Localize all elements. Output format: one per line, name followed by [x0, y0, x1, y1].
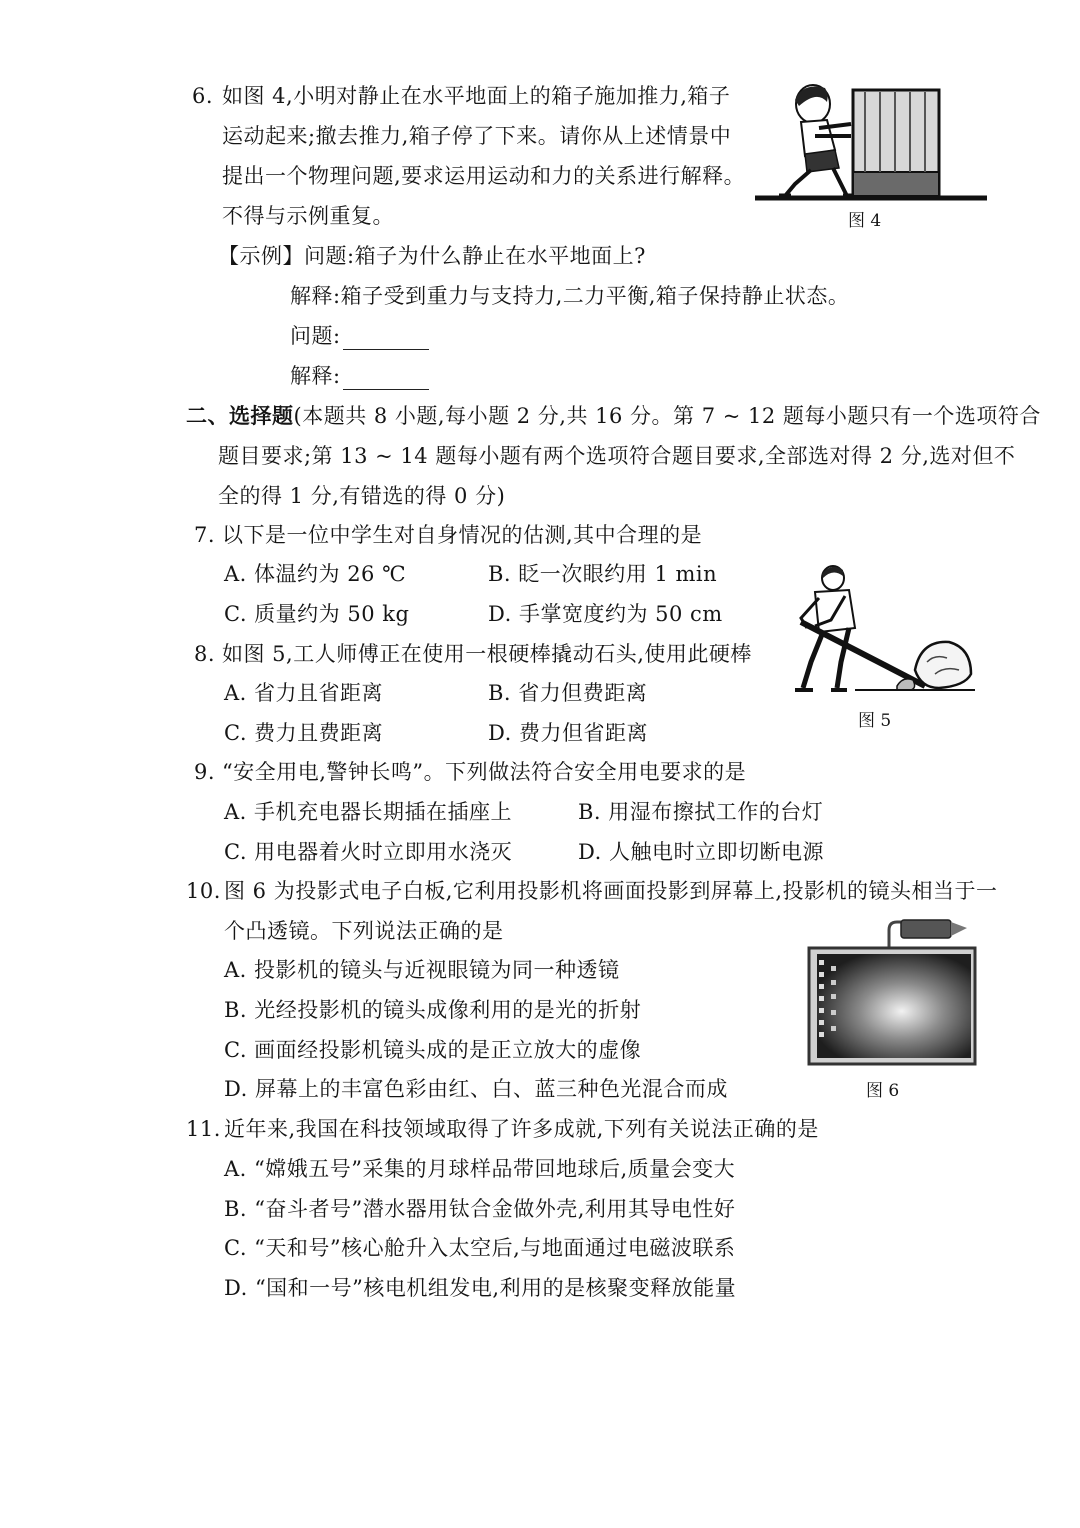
- q10-stem-1: 图 6 为投影式电子白板,它利用投影机将画面投影到屏幕上,投影机的镜头相当于一: [224, 879, 998, 903]
- q6-line-1: 如图 4,小明对静止在水平地面上的箱子施加推力,箱子: [222, 84, 731, 108]
- q8-option-d[interactable]: D. 费力但省距离: [488, 721, 648, 745]
- q11-number: 11.: [186, 1117, 221, 1141]
- q8-option-b[interactable]: B. 省力但费距离: [488, 681, 648, 705]
- q6-question-blank-line: [290, 322, 429, 350]
- q9-option-d[interactable]: D. 人触电时立即切断电源: [578, 840, 824, 864]
- q7-option-c[interactable]: C. 质量约为 50 kg: [224, 602, 410, 626]
- q9-option-c[interactable]: C. 用电器着火时立即用水浇灭: [224, 840, 513, 864]
- q9-stem: “安全用电,警钟长鸣”。下列做法符合安全用电要求的是: [222, 760, 747, 784]
- q7-number: 7.: [194, 523, 216, 547]
- q6-number: 6.: [192, 84, 214, 108]
- q8-number: 8.: [194, 642, 216, 666]
- q7-option-a[interactable]: A. 体温约为 26 ℃: [224, 562, 407, 586]
- figure-5-caption: 图 5: [858, 711, 892, 731]
- q6-answer-blank-line: [290, 362, 429, 390]
- worker-lever-rock-illustration: [775, 562, 975, 702]
- q9-number: 9.: [194, 760, 216, 784]
- q6-question-label: 问题:: [290, 324, 341, 348]
- figure-4-caption: 图 4: [848, 211, 882, 231]
- q10-option-a[interactable]: A. 投影机的镜头与近视眼镜为同一种透镜: [224, 958, 620, 982]
- section-2-desc-2: 题目要求;第 13 ~ 14 题每小题有两个选项符合题目要求,全部选对得 2 分,选对但不: [218, 444, 1016, 468]
- q9-option-a[interactable]: A. 手机充电器长期插在插座上: [224, 800, 513, 824]
- q10-option-d[interactable]: D. 屏幕上的丰富色彩由红、白、蓝三种色光混合而成: [224, 1077, 728, 1101]
- q7-option-b[interactable]: B. 眨一次眼约用 1 min: [488, 562, 718, 586]
- section-2-header: [186, 402, 1041, 430]
- q8-option-a[interactable]: A. 省力且省距离: [224, 681, 384, 705]
- q10-option-b[interactable]: B. 光经投影机的镜头成像利用的是光的折射: [224, 998, 642, 1022]
- q10-number: 10.: [186, 879, 221, 903]
- q11-option-c[interactable]: C. “天和号”核心舱升入太空后,与地面通过电磁波联系: [224, 1236, 736, 1260]
- q8-option-c[interactable]: C. 费力且费距离: [224, 721, 384, 745]
- boy-pushing-box-illustration: [755, 80, 987, 206]
- section-2-desc-1: (本题共 8 小题,每小题 2 分,共 16 分。第 7 ~ 12 题每小题只有一个选项符合: [293, 404, 1041, 428]
- q6-question-answer-blank[interactable]: [343, 329, 429, 350]
- q10-option-c[interactable]: C. 画面经投影机镜头成的是正立放大的虚像: [224, 1038, 642, 1062]
- q7-stem: 以下是一位中学生对自身情况的估测,其中合理的是: [222, 523, 703, 547]
- projector-whiteboard-photo: [805, 910, 983, 1068]
- q6-explanation-answer-blank[interactable]: [343, 369, 429, 390]
- q6-line-4: 不得与示例重复。: [222, 204, 394, 228]
- q8-stem: 如图 5,工人师傅正在使用一根硬棒撬动石头,使用此硬棒: [222, 642, 752, 666]
- section-2-desc-3: 全的得 1 分,有错选的得 0 分): [218, 484, 506, 508]
- q6-line-3: 提出一个物理问题,要求运用运动和力的关系进行解释。: [222, 164, 746, 188]
- q11-option-b[interactable]: B. “奋斗者号”潜水器用钛合金做外壳,利用其导电性好: [224, 1197, 736, 1221]
- q6-answer-label: 解释:: [290, 364, 341, 388]
- q11-option-a[interactable]: A. “嫦娥五号”采集的月球样品带回地球后,质量会变大: [224, 1157, 736, 1181]
- q6-line-2: 运动起来;撤去推力,箱子停了下来。请你从上述情景中: [222, 124, 732, 148]
- section-2-title: 二、选择题: [186, 403, 294, 428]
- q7-option-d[interactable]: D. 手掌宽度约为 50 cm: [488, 602, 723, 626]
- q11-stem: 近年来,我国在科技领域取得了许多成就,下列有关说法正确的是: [224, 1117, 819, 1141]
- q11-option-d[interactable]: D. “国和一号”核电机组发电,利用的是核聚变释放能量: [224, 1276, 737, 1300]
- q6-example-answer: 解释:箱子受到重力与支持力,二力平衡,箱子保持静止状态。: [290, 284, 850, 308]
- figure-6-caption: 图 6: [866, 1081, 900, 1101]
- q9-option-b[interactable]: B. 用湿布擦拭工作的台灯: [578, 800, 824, 824]
- q6-example-question: 【示例】问题:箱子为什么静止在水平地面上?: [218, 244, 646, 268]
- q10-stem-2: 个凸透镜。下列说法正确的是: [224, 919, 504, 943]
